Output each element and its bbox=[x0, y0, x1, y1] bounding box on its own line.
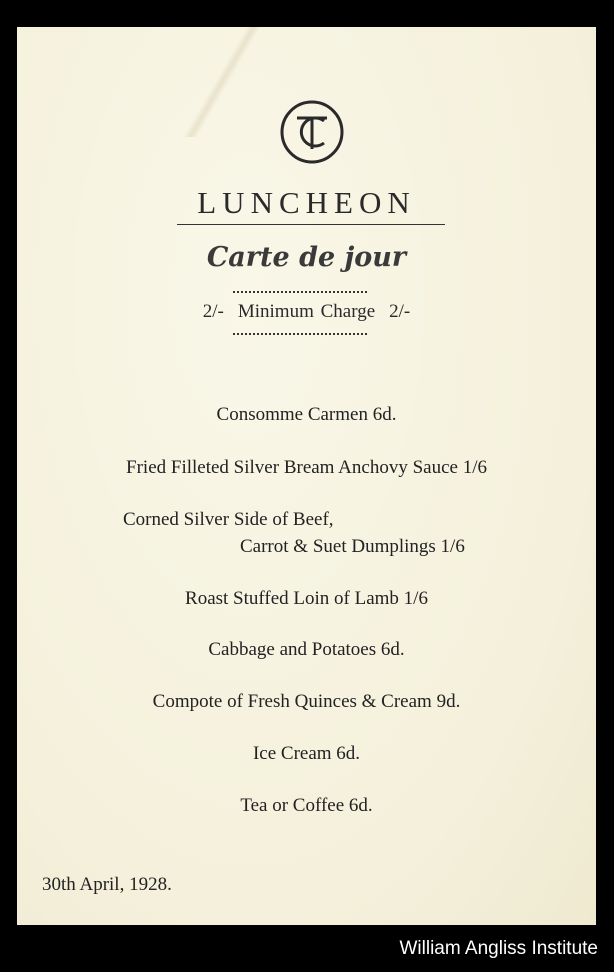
menu-item: Cabbage and Potatoes 6d. bbox=[208, 639, 405, 660]
tc-monogram-logo bbox=[279, 99, 345, 165]
page-title: LUNCHEON bbox=[197, 185, 416, 220]
menu-item: Tea or Coffee 6d. bbox=[240, 795, 373, 816]
source-credit: William Angliss Institute bbox=[399, 938, 598, 959]
menu-item: Consomme Carmen 6d. bbox=[216, 404, 397, 425]
minimum-charge-line bbox=[17, 301, 596, 323]
menu-item-continuation: Carrot & Suet Dumplings 1/6 bbox=[240, 536, 465, 557]
charge-amount-left: 2/- bbox=[202, 301, 224, 322]
dotted-divider-bottom bbox=[233, 333, 367, 335]
menu-item: Ice Cream 6d. bbox=[252, 743, 361, 764]
paper-crease bbox=[182, 27, 262, 137]
charge-amount-right: 2/- bbox=[389, 301, 411, 322]
menu-item: Roast Stuffed Loin of Lamb 1/6 bbox=[185, 588, 428, 609]
dotted-divider-top bbox=[233, 291, 367, 293]
menu-subtitle: Carte de jour bbox=[206, 242, 407, 273]
menu-item: Fried Filleted Silver Bream Anchovy Sauce 1/6 bbox=[126, 457, 487, 478]
charge-label: Minimum Charge bbox=[237, 301, 376, 322]
title-divider bbox=[177, 224, 445, 225]
menu-item: Corned Silver Side of Beef, bbox=[123, 509, 334, 530]
menu-item: Compote of Fresh Quinces & Cream 9d. bbox=[152, 691, 461, 712]
menu-date: 30th April, 1928. bbox=[42, 874, 172, 895]
menu-card bbox=[17, 27, 596, 925]
